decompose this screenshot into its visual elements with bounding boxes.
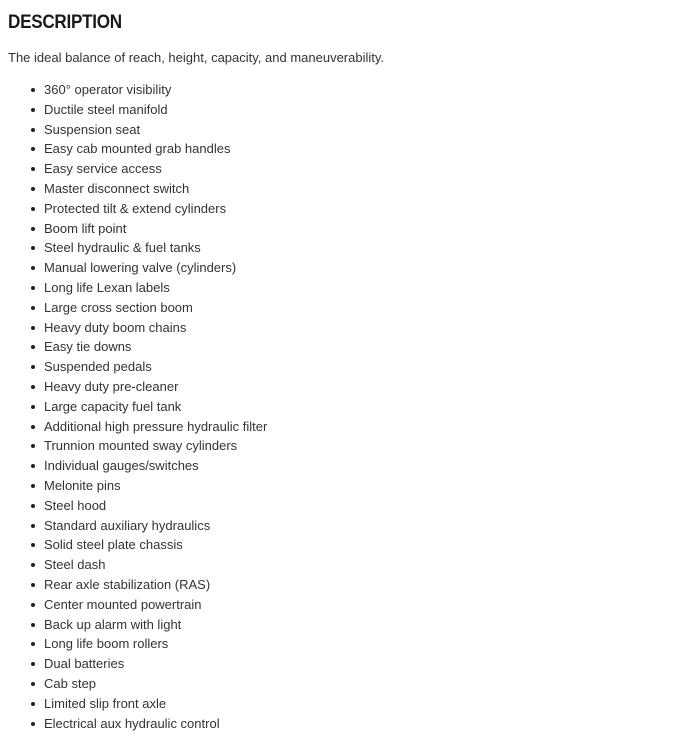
feature-item: Limited slip front axle (44, 694, 267, 714)
feature-item: Suspended pedals (44, 357, 267, 377)
section-title: DESCRIPTION (8, 12, 122, 33)
feature-item: Large capacity fuel tank (44, 397, 267, 417)
feature-item: Master disconnect switch (44, 179, 267, 199)
feature-item: Dual batteries (44, 654, 267, 674)
feature-item: Individual gauges/switches (44, 456, 267, 476)
feature-item: Trunnion mounted sway cylinders (44, 436, 267, 456)
feature-item: Protected tilt & extend cylinders (44, 199, 267, 219)
feature-item: Center mounted powertrain (44, 595, 267, 615)
feature-item: Melonite pins (44, 476, 267, 496)
feature-item: Back up alarm with light (44, 615, 267, 635)
feature-item: Cab step (44, 674, 267, 694)
feature-item: Suspension seat (44, 120, 267, 140)
feature-item: Steel hood (44, 496, 267, 516)
feature-item: Steel hydraulic & fuel tanks (44, 238, 267, 258)
feature-item: Steel dash (44, 555, 267, 575)
feature-item: Long life boom rollers (44, 634, 267, 654)
feature-item: Easy tie downs (44, 337, 267, 357)
feature-item: Heavy duty boom chains (44, 318, 267, 338)
feature-item: Rear axle stabilization (RAS) (44, 575, 267, 595)
feature-item: Additional high pressure hydraulic filter (44, 417, 267, 437)
feature-item: Manual lowering valve (cylinders) (44, 258, 267, 278)
feature-item: Electrical aux hydraulic control (44, 714, 267, 734)
feature-item: Long life Lexan labels (44, 278, 267, 298)
feature-item: Large cross section boom (44, 298, 267, 318)
feature-item: Boom lift point (44, 219, 267, 239)
feature-item: Heavy duty pre-cleaner (44, 377, 267, 397)
feature-list (26, 80, 267, 733)
feature-item: Ductile steel manifold (44, 100, 267, 120)
feature-item: 360° operator visibility (44, 80, 267, 100)
feature-item: Solid steel plate chassis (44, 535, 267, 555)
feature-item: Easy service access (44, 159, 267, 179)
feature-item: Easy cab mounted grab handles (44, 139, 267, 159)
intro-text: The ideal balance of reach, height, capacity, and maneuverability. (8, 50, 385, 65)
feature-item: Standard auxiliary hydraulics (44, 516, 267, 536)
